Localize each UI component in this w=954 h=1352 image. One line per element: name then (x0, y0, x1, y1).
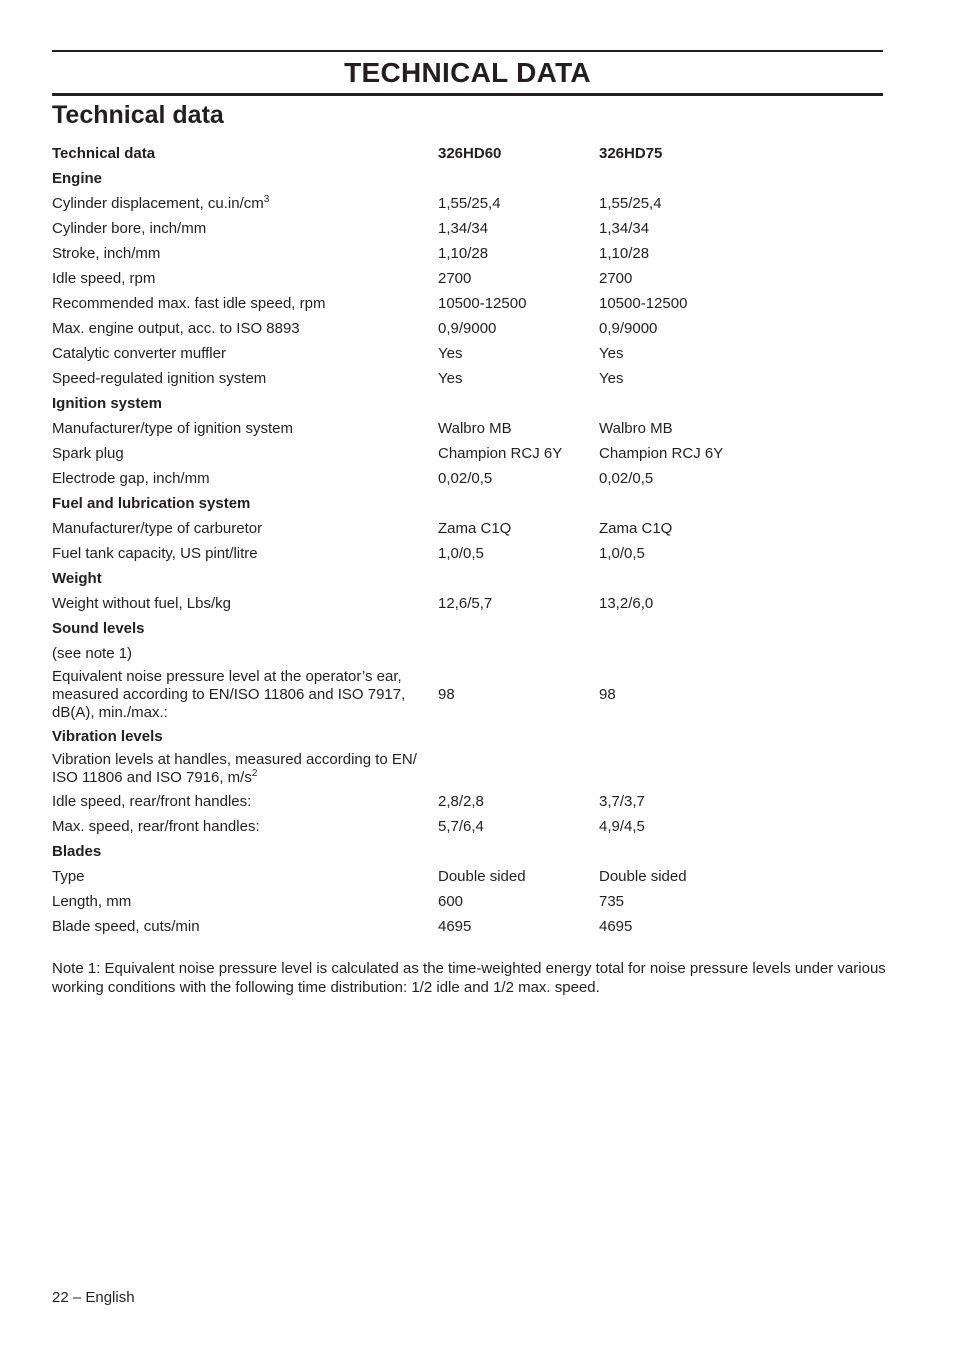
column-header-326hd75: 326HD75 (599, 144, 663, 162)
label-text: Cylinder bore, inch/mm (52, 219, 207, 237)
label-text: Max. engine output, acc. to ISO 8893 (52, 319, 300, 337)
table-row (52, 914, 883, 939)
value-326hd75: 1,10/28 (599, 244, 650, 262)
table-row (52, 341, 883, 366)
parameter-label (52, 195, 438, 213)
parameter-label (52, 868, 438, 886)
table-row (52, 316, 883, 341)
value-326hd60: 4695 (438, 917, 472, 935)
value-326hd75: 4695 (599, 917, 633, 935)
label-text: Fuel tank capacity, US pint/litre (52, 544, 258, 562)
label-text: Equivalent noise pressure level at the operator’s ear, measured according to EN/ISO 11806 and ISO 7917, dB(A), min./max.: (52, 668, 406, 721)
table-row (52, 789, 883, 814)
label-text: Fuel and lubrication system (52, 494, 251, 512)
section-label (52, 570, 438, 588)
table-row (52, 889, 883, 914)
table-row (52, 216, 883, 241)
value-326hd60: Yes (438, 369, 463, 387)
value-326hd75: 1,55/25,4 (599, 194, 662, 212)
value-326hd75: 0,02/0,5 (599, 469, 654, 487)
label-superscript: 3 (263, 193, 270, 205)
parameter-label (52, 595, 438, 613)
value-326hd75: 0,9/9000 (599, 319, 658, 337)
table-section-row (52, 166, 883, 191)
value-326hd60: Champion RCJ 6Y (438, 444, 563, 462)
section-label (52, 843, 438, 861)
label-superscript: 2 (251, 768, 258, 779)
label-text: Weight (52, 569, 102, 587)
label-text: Blade speed, cuts/min (52, 917, 200, 935)
section-label (52, 495, 438, 513)
table-section-row (52, 724, 883, 749)
parameter-label (52, 520, 438, 538)
value-326hd60: 2700 (438, 269, 472, 287)
value-326hd60: 5,7/6,4 (438, 817, 484, 835)
value-326hd60: Zama C1Q (438, 519, 512, 537)
value-326hd60: 98 (438, 686, 455, 703)
parameter-label (52, 818, 438, 836)
value-326hd75: 2700 (599, 269, 633, 287)
page-footer: 22 – English (52, 1289, 135, 1306)
parameter-label (52, 893, 438, 911)
label-text: Electrode gap, inch/mm (52, 469, 210, 487)
table-row (52, 441, 883, 466)
page-header-title: TECHNICAL DATA (344, 57, 591, 88)
value-326hd60: 0,9/9000 (438, 319, 497, 337)
table-row (52, 366, 883, 391)
header-rule-bottom (52, 93, 883, 96)
label-text: Spark plug (52, 444, 124, 462)
value-326hd60: Double sided (438, 867, 526, 885)
value-326hd60: Walbro MB (438, 419, 512, 437)
label-text: (see note 1) (52, 644, 133, 662)
table-row (52, 266, 883, 291)
value-326hd75: Walbro MB (599, 419, 673, 437)
value-326hd75: 4,9/4,5 (599, 817, 645, 835)
table-row (52, 291, 883, 316)
table-row (52, 591, 883, 616)
value-326hd75: 1,0/0,5 (599, 544, 645, 562)
column-header-326hd60: 326HD60 (438, 144, 502, 162)
label-text: Vibration levels (52, 727, 163, 745)
value-326hd75: 735 (599, 892, 625, 910)
parameter-label (52, 245, 438, 263)
table-row (52, 466, 883, 491)
value-326hd60: 0,02/0,5 (438, 469, 493, 487)
value-326hd75: Champion RCJ 6Y (599, 444, 724, 462)
label-text: Ignition system (52, 394, 163, 412)
parameter-label (52, 545, 438, 563)
column-header-parameter: Technical data (52, 144, 156, 162)
value-326hd75: Yes (599, 344, 624, 362)
parameter-label (52, 470, 438, 488)
table-section-row (52, 566, 883, 591)
value-326hd75: Zama C1Q (599, 519, 673, 537)
value-326hd75: 98 (599, 686, 616, 703)
table-section-row (52, 839, 883, 864)
section-label (52, 170, 438, 188)
section-label (52, 620, 438, 638)
section-label (52, 395, 438, 413)
section-label (52, 728, 438, 746)
label-text: Engine (52, 169, 103, 187)
parameter-label (52, 445, 438, 463)
table-row (52, 241, 883, 266)
spec-table (52, 141, 883, 939)
parameter-label (52, 295, 438, 313)
value-326hd60: 2,8/2,8 (438, 792, 484, 810)
value-326hd60: 600 (438, 892, 464, 910)
table-row (52, 666, 883, 724)
value-326hd60: 12,6/5,7 (438, 594, 493, 612)
table-row (52, 191, 883, 216)
parameter-label (52, 645, 438, 663)
label-text: Manufacturer/type of ignition system (52, 419, 293, 437)
label-text: Max. speed, rear/front handles: (52, 817, 260, 835)
parameter-label (52, 420, 438, 438)
label-text: Manufacturer/type of carburetor (52, 519, 263, 537)
value-326hd60: 1,10/28 (438, 244, 489, 262)
value-326hd75: 1,34/34 (599, 219, 650, 237)
label-text: Idle speed, rpm (52, 269, 156, 287)
table-row (52, 541, 883, 566)
table-row (52, 864, 883, 889)
label-text: Catalytic converter muffler (52, 344, 226, 362)
value-326hd60: 1,55/25,4 (438, 194, 501, 212)
label-text: Length, mm (52, 892, 132, 910)
parameter-label (52, 270, 438, 288)
table-row (52, 814, 883, 839)
header-rule-top (52, 50, 883, 52)
footnote: Note 1: Equivalent noise pressure level is calculated as the time-weighted energy total for noise pressure levels under various working conditions with the following time distribution: 1/2 idle and 1/2 max. speed. (52, 960, 886, 996)
table-section-row (52, 491, 883, 516)
value-326hd75: Yes (599, 369, 624, 387)
parameter-label (52, 793, 438, 811)
label-text: Blades (52, 842, 102, 860)
table-section-row (52, 391, 883, 416)
section-title: Technical data (52, 101, 224, 129)
table-row (52, 641, 883, 666)
table-header-row (52, 141, 883, 166)
label-text: Speed-regulated ignition system (52, 369, 267, 387)
value-326hd60: 10500-12500 (438, 294, 527, 312)
parameter-label (52, 370, 438, 388)
value-326hd75: 13,2/6,0 (599, 594, 654, 612)
label-text: Cylinder displacement, cu.in/cm (52, 194, 264, 212)
parameter-label (52, 751, 438, 787)
label-text: Recommended max. fast idle speed, rpm (52, 294, 326, 312)
value-326hd60: 1,0/0,5 (438, 544, 484, 562)
label-text: Type (52, 867, 85, 885)
value-326hd75: Double sided (599, 867, 687, 885)
parameter-label (52, 668, 438, 722)
parameter-label (52, 918, 438, 936)
label-text: Vibration levels at handles, measured according to EN/ ISO 11806 and ISO 7916, m/s (52, 751, 417, 786)
parameter-label (52, 320, 438, 338)
label-text: Weight without fuel, Lbs/kg (52, 594, 231, 612)
value-326hd60: 1,34/34 (438, 219, 489, 237)
table-row (52, 749, 883, 789)
parameter-label (52, 345, 438, 363)
value-326hd75: 10500-12500 (599, 294, 688, 312)
label-text: Stroke, inch/mm (52, 244, 161, 262)
value-326hd60: Yes (438, 344, 463, 362)
label-text: Sound levels (52, 619, 145, 637)
label-text: Idle speed, rear/front handles: (52, 792, 252, 810)
parameter-label (52, 220, 438, 238)
value-326hd75: 3,7/3,7 (599, 792, 645, 810)
table-row (52, 516, 883, 541)
table-row (52, 416, 883, 441)
table-section-row (52, 616, 883, 641)
